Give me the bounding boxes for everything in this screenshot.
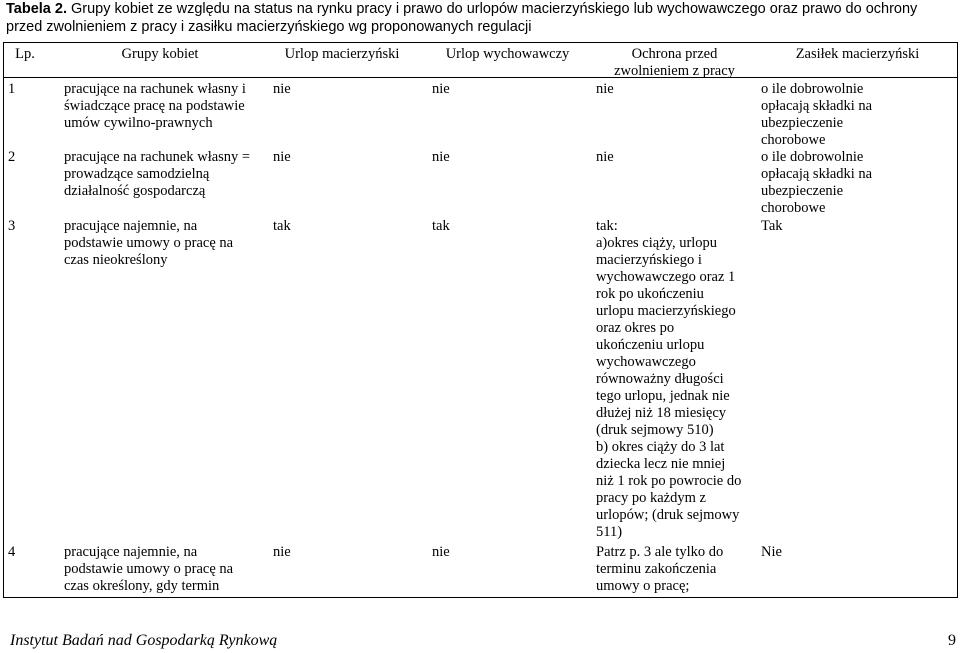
row-4-group: pracujące najemnie, na podstawie umowy o pracę na czas określony, gdy termin bbox=[64, 544, 234, 594]
row-3-maternity-benefit: Tak bbox=[761, 218, 783, 234]
row-2-maternity-leave: nie bbox=[273, 149, 291, 165]
row-2-dismissal-protection: nie bbox=[596, 149, 614, 165]
header-groups: Grupy kobiet bbox=[121, 46, 199, 62]
table-right-border bbox=[957, 42, 958, 598]
row-1-parental-leave: nie bbox=[432, 81, 450, 97]
row-3-parental-leave: tak bbox=[432, 218, 450, 234]
row-1-maternity-benefit: o ile dobrowolnie opłacają składki na ubezpieczenie chorobowe bbox=[761, 81, 873, 148]
footer-institute: Instytut Badań nad Gospodarką Rynkową bbox=[10, 632, 278, 649]
table-caption bbox=[6, 0, 956, 36]
row-3-dismissal-protection: tak: a)okres ciąży, urlopu macierzyńskiego i wychowawczego oraz 1 rok po ukończeniu urlopu macierzyńskiego oraz okres po ukończeniu urlopu wychowawczego równoważny długości tego urlopu, jednak nie dłużej niż 18 miesięcy (druk sejmowy 510) b) okres ciąży do 3 lat dziecka lecz nie mniej niż 1 rok po powrocie do pracy po każdym z urlopów; (druk sejmowy 511) bbox=[596, 218, 742, 540]
table-header-bottom-border bbox=[3, 77, 958, 78]
table-bottom-border bbox=[3, 597, 958, 598]
row-2-group: pracujące na rachunek własny = prowadzące samodzielną działalność gospodarczą bbox=[64, 149, 251, 199]
row-3-group: pracujące najemnie, na podstawie umowy o pracę na czas nieokreślony bbox=[64, 218, 234, 268]
row-3-maternity-leave: tak bbox=[273, 218, 291, 234]
footer-page-number: 9 bbox=[948, 632, 956, 649]
table-left-border bbox=[3, 42, 4, 598]
row-4-parental-leave: nie bbox=[432, 544, 450, 560]
header-lp: Lp. bbox=[15, 46, 35, 62]
header-parental-leave: Urlop wychowawczy bbox=[445, 46, 570, 62]
row-4-maternity-benefit: Nie bbox=[761, 544, 782, 560]
table-caption-text: Grupy kobiet ze względu na status na rynku pracy i prawo do urlopów macierzyńskiego lub wychowawczego oraz prawo do ochrony przed zwolnieniem z pracy i zasiłku macierzyńskiego wg proponowanych regulacji bbox=[6, 1, 918, 35]
row-4-dismissal-protection: Patrz p. 3 ale tylko do terminu zakończenia umowy o pracę; bbox=[596, 544, 724, 594]
row-4-maternity-leave: nie bbox=[273, 544, 291, 560]
row-4-lp: 4 bbox=[8, 544, 16, 560]
header-maternity-benefit: Zasiłek macierzyński bbox=[795, 46, 920, 62]
row-1-maternity-leave: nie bbox=[273, 81, 291, 97]
row-1-dismissal-protection: nie bbox=[596, 81, 614, 97]
row-3-lp: 3 bbox=[8, 218, 16, 234]
row-2-maternity-benefit: o ile dobrowolnie opłacają składki na ubezpieczenie chorobowe bbox=[761, 149, 873, 216]
table-top-border bbox=[3, 42, 958, 43]
row-2-lp: 2 bbox=[8, 149, 16, 165]
table-caption-label: Tabela 2. bbox=[6, 1, 67, 17]
header-maternity-leave: Urlop macierzyński bbox=[284, 46, 400, 62]
row-1-lp: 1 bbox=[8, 81, 16, 97]
row-1-group: pracujące na rachunek własny i świadczące pracę na podstawie umów cywilno-prawnych bbox=[64, 81, 246, 131]
header-dismissal-protection: Ochrona przed zwolnieniem z pracy bbox=[614, 46, 735, 79]
row-2-parental-leave: nie bbox=[432, 149, 450, 165]
